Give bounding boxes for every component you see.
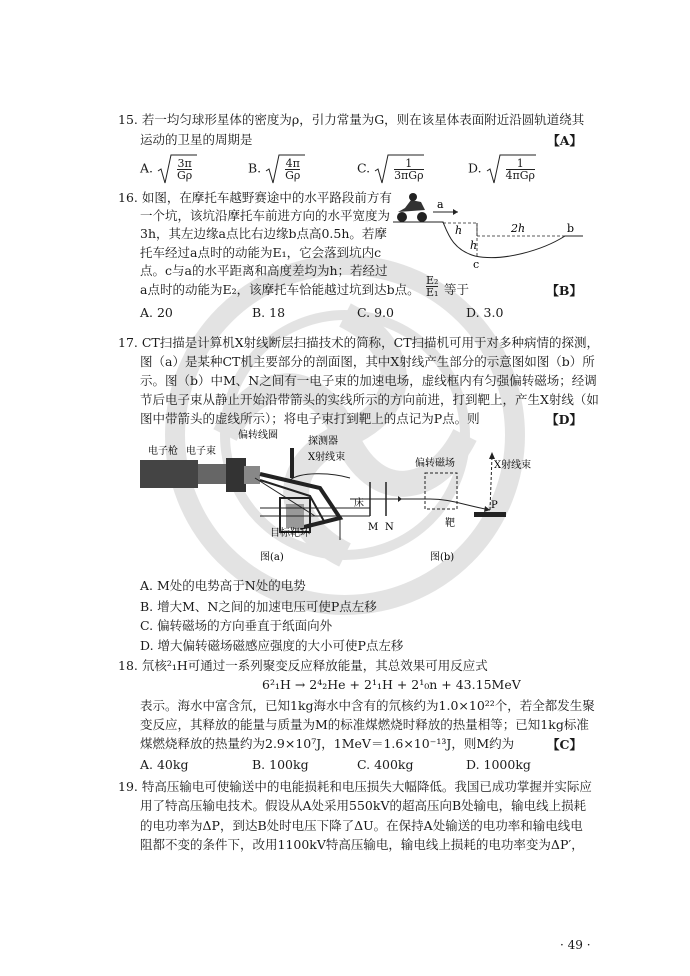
q17-line2: 图（a）是某种CT机主要部分的剖面图，其中X射线产生部分的示意图如图（b）所 — [140, 354, 595, 369]
q16-label-b: b — [567, 222, 575, 235]
q17-option-b: B. 增大M、N之间的加速电压可使P点左移 — [140, 599, 377, 614]
q16-label-a: a — [437, 198, 444, 211]
q18-equation: 6²₁H → 2⁴₂He + 2¹₁H + 2¹₀n + 43.15MeV — [262, 677, 521, 692]
q16-line2: 一个坑，该坑沿摩托车前进方向的水平宽度为 — [140, 208, 391, 223]
label-electron-beam: 电子束 — [186, 446, 216, 457]
q16-pit-diagram — [393, 190, 583, 270]
q16-ratio-num: E₂ — [426, 274, 439, 287]
q17-answer: 【D】 — [546, 412, 582, 427]
q16-option-c: C. 9.0 — [357, 305, 394, 320]
label-target: 靶 — [445, 518, 455, 529]
q15-opt-b-frac — [285, 158, 300, 181]
q15-option-c — [357, 153, 424, 185]
q15-opt-a-label: A. — [140, 160, 154, 176]
q16-label-2h: 2h — [511, 222, 526, 235]
q16-answer: 【B】 — [546, 283, 582, 298]
q16-label-c: c — [473, 258, 480, 270]
q16-line5: 点。c与a的水平距离和高度差均为h；若经过 — [140, 263, 388, 278]
q16-label-h1: h — [455, 224, 463, 237]
label-figure-a: 图(a) — [260, 552, 284, 563]
q15-opt-d-num: 1 — [516, 156, 524, 170]
q15-opt-a-frac — [177, 158, 192, 181]
q18-option-b: B. 100kg — [252, 757, 309, 772]
q16-line1: 16. 如图，在摩托车越野赛途中的水平路段前方有 — [118, 190, 392, 205]
q16-ratio-den: E₁ — [426, 286, 439, 299]
q15-opt-b-num: 4π — [285, 156, 300, 170]
q18-option-c: C. 400kg — [357, 757, 414, 772]
q18-answer: 【C】 — [547, 737, 582, 752]
label-M: M — [368, 522, 379, 533]
q18-line4: 煤燃烧释放的热量约为2.9×10⁷J，1MeV＝1.6×10⁻¹³J，则M约为 — [140, 736, 515, 751]
label-electron-gun: 电子枪 — [148, 446, 178, 457]
label-N: N — [385, 522, 394, 533]
q15-option-b — [248, 153, 300, 185]
q18-option-a: A. 40kg — [140, 757, 189, 772]
q15-opt-c-label: C. — [357, 160, 371, 176]
q16-line6a: a点时的动能为E₂，该摩托车恰能越过坑到达b点。 — [140, 282, 420, 297]
q15-opt-b-label: B. — [248, 160, 262, 176]
label-xray-beam-b: X射线束 — [494, 460, 532, 471]
label-target-ring: 目标靶环 — [270, 528, 310, 539]
q19-line1: 19. 特高压输电可使输送中的电能损耗和电压损失大幅降低。我国已成功掌握并实际应 — [118, 779, 592, 794]
q15-opt-a-den: Gρ — [176, 168, 193, 182]
q19-line3: 的电功率为ΔP，到达B处时电压下降了ΔU。在保持A处输送的电功率和输电线电 — [140, 818, 583, 833]
label-detector: 探测器 — [308, 436, 338, 447]
q17-line1: 17. CT扫描是计算机X射线断层扫描技术的简称，CT扫描机可用于对多种病情的探测， — [118, 335, 600, 350]
q15-opt-c-frac — [394, 158, 423, 181]
label-deflection-coil: 偏转线圈 — [238, 430, 278, 441]
label-point-P: P — [491, 500, 498, 511]
q16-line3: 3h，其左边缘a点比右边缘b点高0.5h。若摩 — [140, 226, 387, 241]
q15-opt-d-frac — [506, 158, 535, 181]
q18-line3: 变反应，其释放的能量与质量为M的标准煤燃烧时释放的热量相等；已知1kg标准 — [140, 717, 589, 732]
q17-ct-diagram — [140, 428, 550, 568]
q18-option-d: D. 1000kg — [466, 757, 531, 772]
q17-line3: 示。图（b）中M、N之间有一电子束的加速电场，虚线框内有匀强偏转磁场；经调 — [140, 373, 597, 388]
q15-line1: 15. 若一均匀球形星体的密度为ρ，引力常量为G，则在该星体表面附近沿圆轨道绕其 — [118, 112, 585, 127]
q18-line2: 表示。海水中富含氘，已知1kg海水中含有的氘核约为1.0×10²²个，若全都发生聚 — [140, 698, 595, 713]
q18-line1: 18. 氘核²₁H可通过一系列聚变反应释放能量，其总效果可用反应式 — [118, 658, 488, 673]
q16-label-h2: h — [470, 239, 478, 252]
q16-option-b: B. 18 — [252, 305, 286, 320]
q15-opt-c-num: 1 — [405, 156, 413, 170]
q15-opt-a-num: 3π — [177, 156, 192, 170]
q17-line4: 节后电子束从静止开始沿带箭头的实线所示的方向前进，打到靶上，产生X射线（如 — [140, 392, 599, 407]
q17-option-a: A. M处的电势高于N处的电势 — [140, 578, 306, 593]
q16-line6b: 等于 — [444, 282, 470, 297]
q17-line5: 图中带箭头的虚线所示）；将电子束打到靶上的点记为P点。则 — [140, 411, 480, 426]
q16-option-a: A. 20 — [140, 305, 173, 320]
label-bed: 床 — [354, 498, 364, 509]
q15-option-d — [468, 153, 535, 185]
page-number: · 49 · — [560, 938, 591, 952]
q19-line2: 用了特高压输电技术。假设从A处采用550kV的超高压向B处输电，输电线上损耗 — [140, 798, 587, 813]
q15-opt-c-den: 3πGρ — [394, 168, 424, 182]
q19-line4: 阻都不变的条件下，改用1100kV特高压输电，输电线上损耗的电功率变为ΔP′， — [140, 837, 584, 852]
label-deflection-field: 偏转磁场 — [415, 458, 455, 469]
q15-line2: 运动的卫星的周期是 — [140, 132, 253, 147]
label-xray-beam: X射线束 — [308, 452, 346, 463]
label-figure-b: 图(b) — [430, 552, 455, 563]
q15-opt-d-den: 4πGρ — [505, 168, 536, 182]
q15-opt-d-label: D. — [468, 160, 482, 176]
q15-opt-b-den: Gρ — [285, 168, 301, 182]
q15-option-a — [140, 153, 192, 185]
q15-answer: 【A】 — [547, 133, 582, 148]
motorcycle-icon — [397, 193, 427, 222]
q17-option-d: D. 增大偏转磁场磁感应强度的大小可使P点左移 — [140, 638, 404, 653]
q17-option-c: C. 偏转磁场的方向垂直于纸面向外 — [140, 618, 333, 633]
q16-ratio — [426, 275, 438, 298]
q16-option-d: D. 3.0 — [466, 305, 504, 320]
q16-line4: 托车经过a点时的动能为E₁，它会落到坑内c — [140, 245, 382, 260]
